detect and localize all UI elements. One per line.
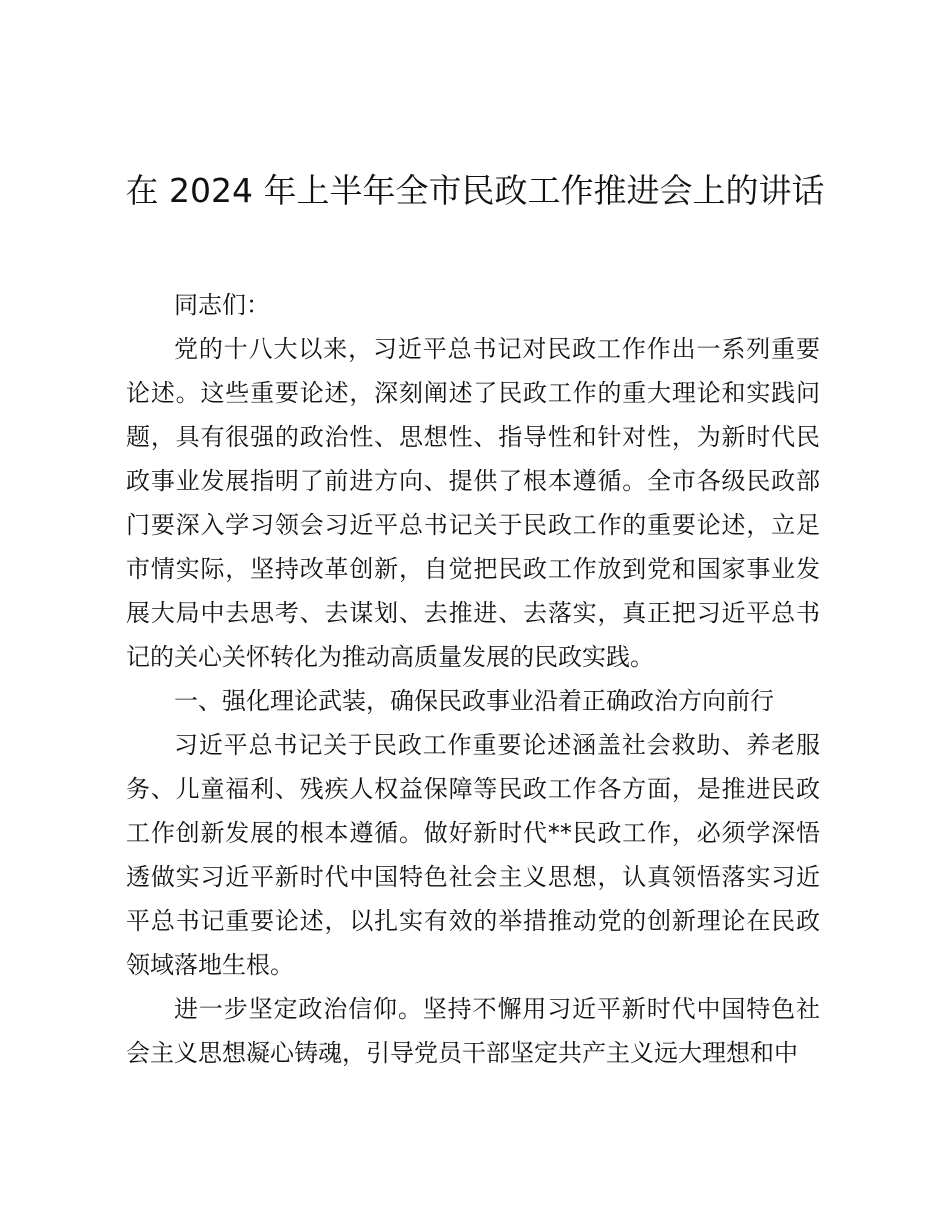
paragraph-intro: 党的十八大以来，习近平总书记对民政工作作出一系列重要论述。这些重要论述，深刻阐述了民政工作的重大理论和实践问题，具有很强的政治性、思想性、指导性和针对性，为新时代民政事业发展指明了前进方向、提供了根本遵循。全市各级民政部门要深入学习领会习近平总书记关于民政工作的重要论述，立足市情实际，坚持改革创新，自觉把民政工作放到党和国家事业发展大局中去思考、去谋划、去推进、去落实，真正把习近平总书记的关心关怀转化为推动高质量发展的民政实践。 [126,335,820,671]
salutation: 同志们： [174,291,270,319]
paragraph-section-1: 习近平总书记关于民政工作重要论述涵盖社会救助、养老服务、儿童福利、残疾人权益保障等民政工作各方面，是推进民政工作创新发展的根本遵循。做好新时代**民政工作，必须学深悟透做实习近平新时代中国特色社会主义思想，认真领悟落实习近平总书记重要论述，以扎实有效的举措推动党的创新理论在民政领域落地生根。 [126,731,820,979]
document-body [126,283,820,1075]
section-heading-1: 一、强化理论武装，确保民政事业沿着正确政治方向前行 [174,687,774,715]
document-title: 在 2024 年上半年全市民政工作推进会上的讲话 [125,171,825,210]
paragraph-political-belief: 进一步坚定政治信仰。坚持不懈用习近平新时代中国特色社会主义思想凝心铸魂，引导党员干部坚定共产主义远大理想和中 [126,995,820,1067]
